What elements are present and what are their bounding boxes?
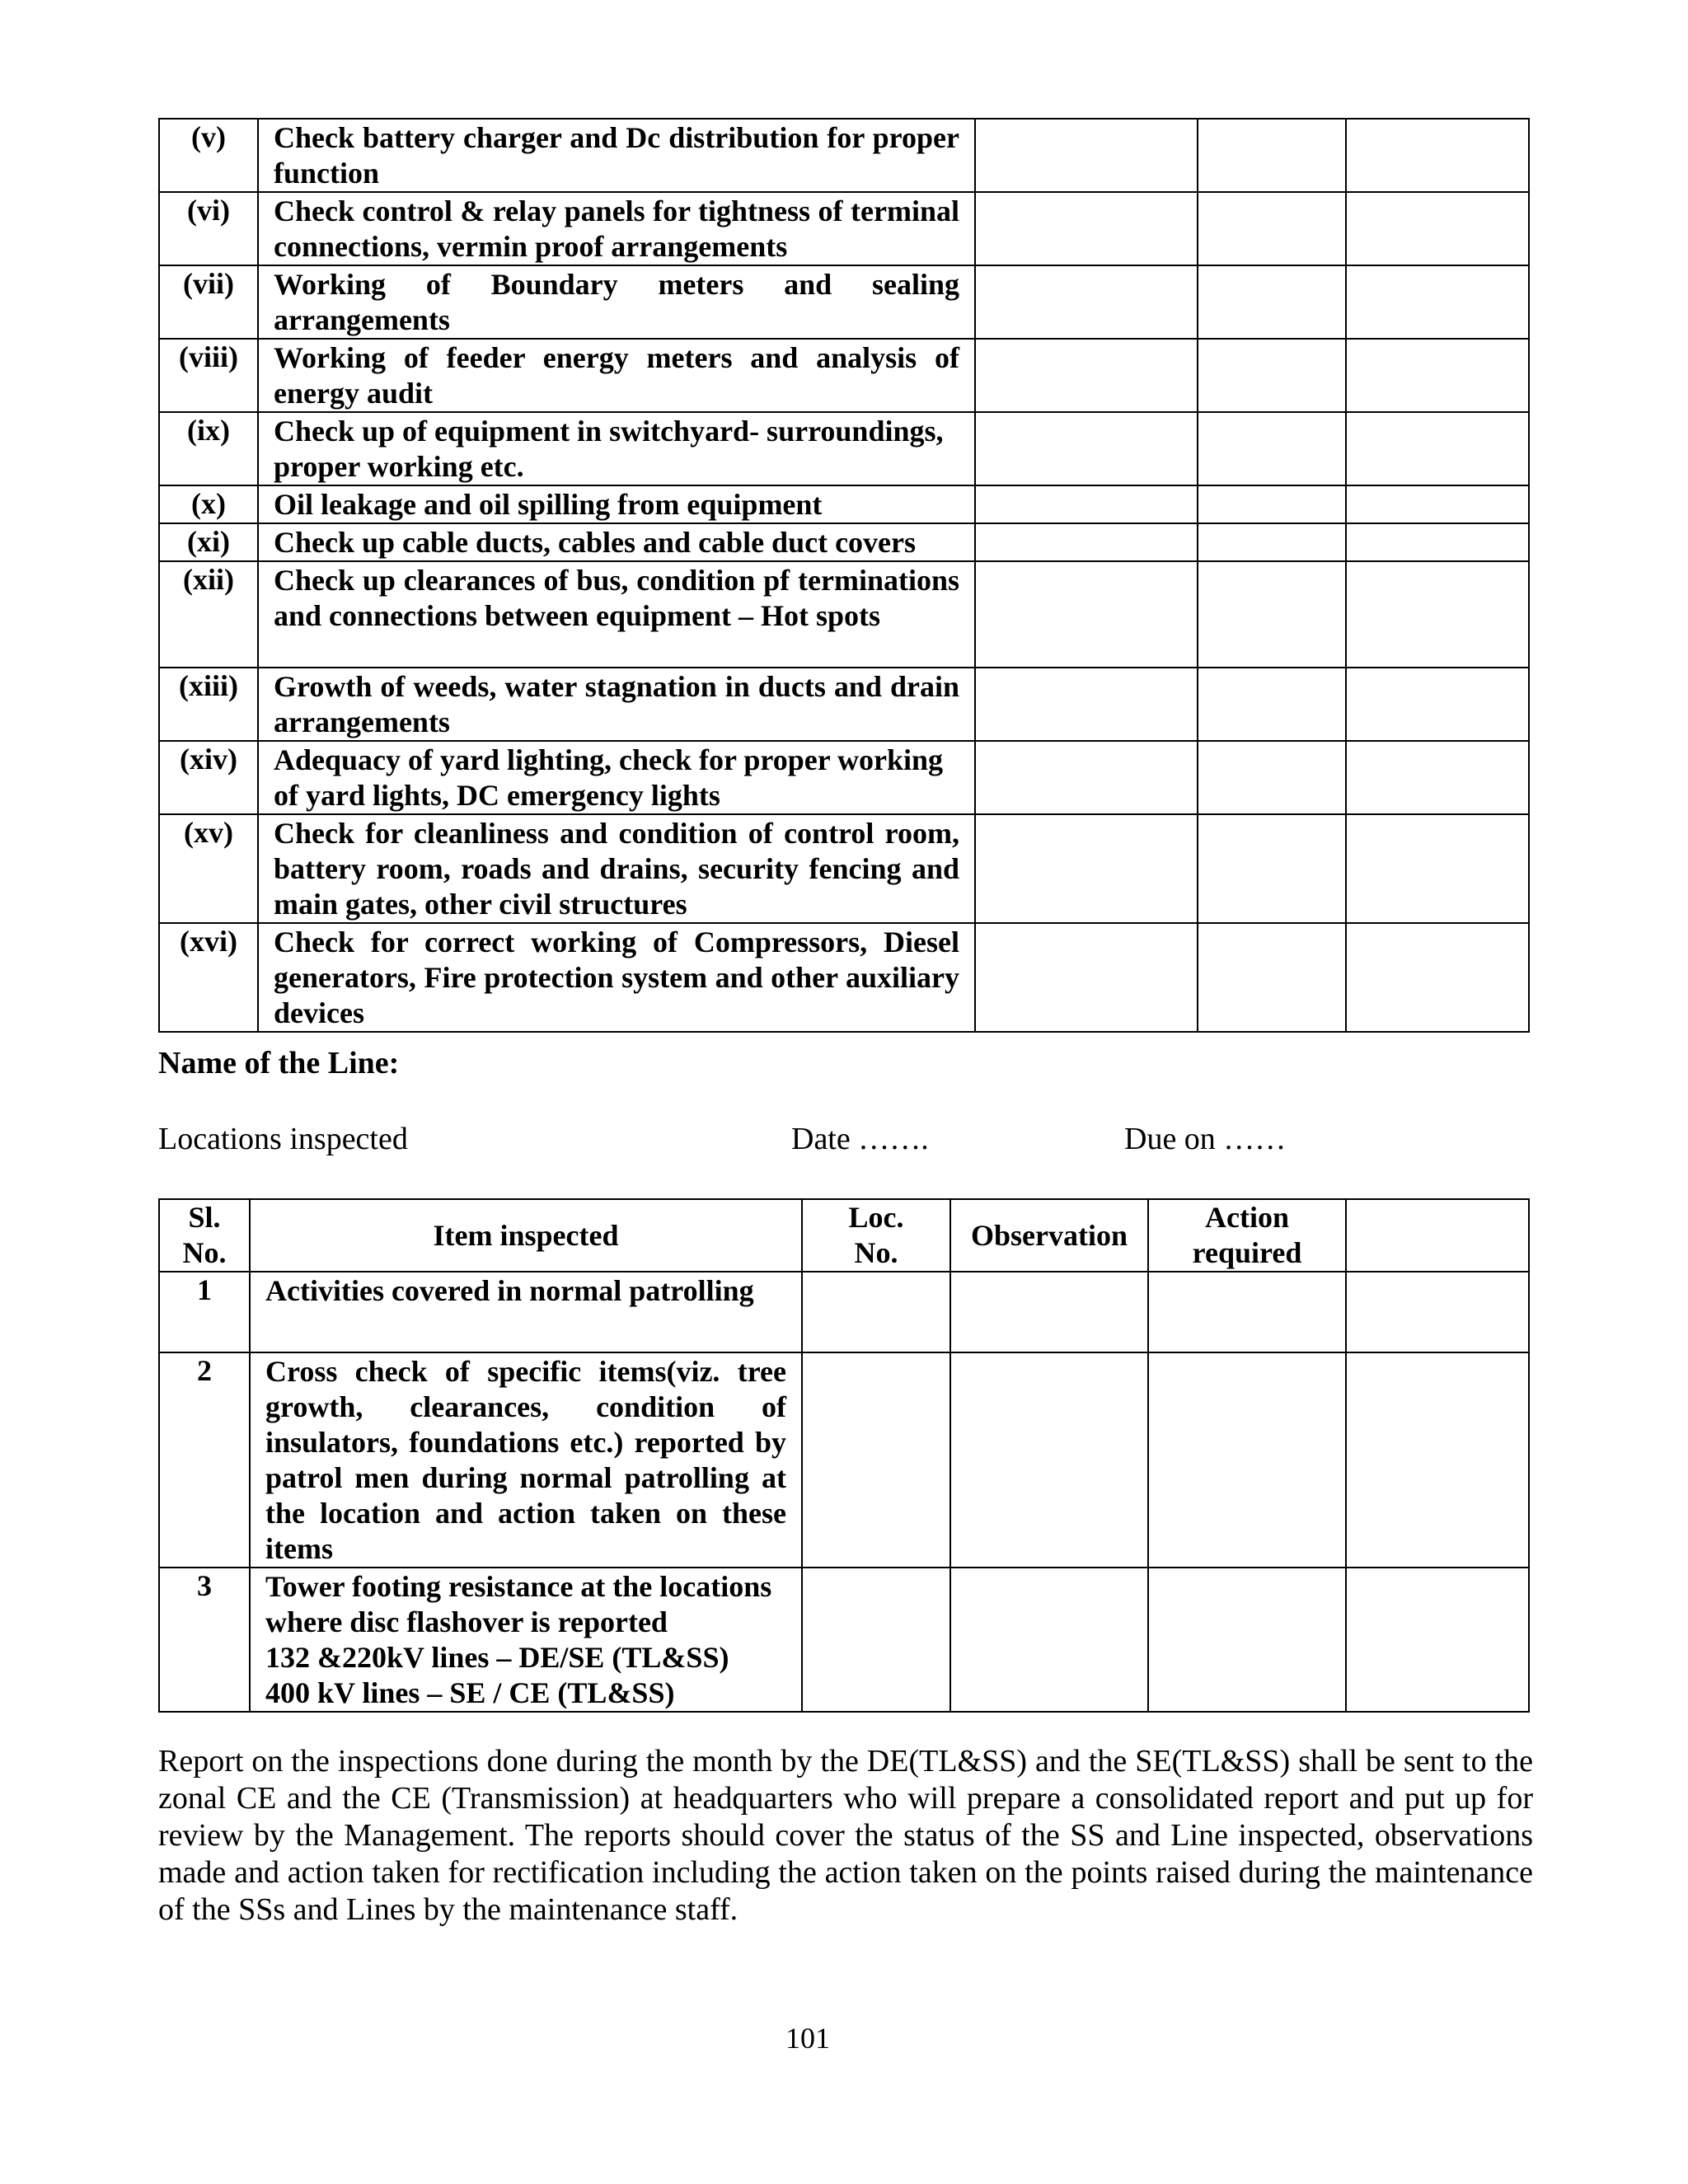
empty-cell: [975, 814, 1198, 923]
table-row: [159, 265, 1529, 339]
date-label: Date …….: [791, 1122, 929, 1156]
empty-cell: [975, 265, 1198, 339]
empty-cell: [1148, 1352, 1346, 1568]
empty-cell: [1346, 1352, 1529, 1568]
empty-cell: [1346, 412, 1529, 485]
item-number: (vi): [159, 192, 258, 265]
report-paragraph: Report on the inspections done during the month by the DE(TL&SS) and the SE(TL&SS) shall be sent to the zonal CE and the CE (Transmission) at headquarters who will prepare a consolidated report and put up for review by the Management. The reports should cover the status of the SS and Line inspected, observations made and action taken for rectification including the action taken on the points raised during the maintenance of the SSs and Lines by the maintenance staff.: [158, 1744, 1533, 1927]
table-header-row: [159, 1199, 1529, 1272]
table-row: [159, 1568, 1529, 1712]
locations-inspected-label: Locations inspected: [158, 1122, 408, 1156]
table-row: [159, 192, 1529, 265]
table-row: [159, 1352, 1529, 1568]
table-row: [159, 668, 1529, 741]
empty-cell: [1198, 561, 1346, 668]
table-row: [159, 1272, 1529, 1352]
empty-cell: [1198, 339, 1346, 412]
due-on-label: Due on ……: [1124, 1122, 1287, 1156]
item-number: (xv): [159, 814, 258, 923]
empty-cell: [975, 523, 1198, 561]
table-row: [159, 923, 1529, 1032]
item-text-line: 400 kV lines – SE / CE (TL&SS): [265, 1676, 675, 1709]
empty-cell: [1346, 265, 1529, 339]
item-number: (xiii): [159, 668, 258, 741]
empty-cell: [1346, 668, 1529, 741]
empty-cell: [950, 1272, 1148, 1352]
line-inspection-table: [158, 1198, 1530, 1713]
empty-cell: [1198, 265, 1346, 339]
empty-cell: [1346, 814, 1529, 923]
observation-header: Observation: [950, 1199, 1148, 1272]
table-row: [159, 412, 1529, 485]
item-text: Check up clearances of bus, condition pf terminations and connections between equipment – Hot spots: [258, 561, 975, 668]
empty-cell: [802, 1352, 950, 1568]
substation-checklist-table: [158, 118, 1530, 1033]
empty-cell: [1346, 561, 1529, 668]
item-text: Activities covered in normal patrolling: [250, 1272, 802, 1352]
item-text: Check control & relay panels for tightness of terminal connections, vermin proof arrangements: [258, 192, 975, 265]
item-number: (x): [159, 485, 258, 523]
empty-cell: [1346, 1272, 1529, 1352]
item-number: (xvi): [159, 923, 258, 1032]
item-text: Check up of equipment in switchyard- surroundings, proper working etc.: [258, 412, 975, 485]
empty-cell: [1148, 1272, 1346, 1352]
item-text: Check for cleanliness and condition of control room, battery room, roads and drains, security fencing and main gates, other civil structures: [258, 814, 975, 923]
item-text: Adequacy of yard lighting, check for proper working of yard lights, DC emergency lights: [258, 741, 975, 814]
loc-no-header: Loc. No.: [802, 1199, 950, 1272]
item-text-line: Tower footing resistance at the locations where disc flashover is reported: [265, 1570, 772, 1638]
empty-cell: [1346, 339, 1529, 412]
empty-cell: [802, 1568, 950, 1712]
item-text: Oil leakage and oil spilling from equipment: [258, 485, 975, 523]
empty-cell: [950, 1568, 1148, 1712]
item-text: Check for correct working of Compressors, Diesel generators, Fire protection system and other auxiliary devices: [258, 923, 975, 1032]
row-number: 2: [159, 1352, 250, 1568]
empty-cell: [802, 1272, 950, 1352]
item-number: (ix): [159, 412, 258, 485]
sl-no-header: Sl. No.: [159, 1199, 250, 1272]
item-number: (viii): [159, 339, 258, 412]
empty-cell: [975, 561, 1198, 668]
empty-cell: [1198, 119, 1346, 192]
item-number: (xii): [159, 561, 258, 668]
line-section-heading: Name of the Line:: [158, 1046, 400, 1080]
empty-cell: [975, 923, 1198, 1032]
empty-cell: [1198, 192, 1346, 265]
empty-cell: [1198, 412, 1346, 485]
empty-cell: [975, 192, 1198, 265]
empty-cell: [950, 1352, 1148, 1568]
item-text: Check up cable ducts, cables and cable duct covers: [258, 523, 975, 561]
item-text: Cross check of specific items(viz. tree growth, clearances, condition of insulators, foundations etc.) reported by patrol men during normal patrolling at the location and action taken on these items: [250, 1352, 802, 1568]
empty-cell: [1346, 741, 1529, 814]
table-row: [159, 523, 1529, 561]
item-number: (v): [159, 119, 258, 192]
action-required-header: Action required: [1148, 1199, 1346, 1272]
empty-cell: [1198, 741, 1346, 814]
item-text: Working of Boundary meters and sealing arrangements: [258, 265, 975, 339]
empty-header: [1346, 1199, 1529, 1272]
empty-cell: [1346, 923, 1529, 1032]
empty-cell: [1148, 1568, 1346, 1712]
empty-cell: [1198, 485, 1346, 523]
empty-cell: [1198, 923, 1346, 1032]
item-number: (xiv): [159, 741, 258, 814]
empty-cell: [975, 119, 1198, 192]
empty-cell: [975, 412, 1198, 485]
empty-cell: [975, 339, 1198, 412]
table-row: [159, 485, 1529, 523]
empty-cell: [975, 485, 1198, 523]
empty-cell: [1346, 523, 1529, 561]
empty-cell: [1198, 668, 1346, 741]
row-number: 3: [159, 1568, 250, 1712]
item-number: (vii): [159, 265, 258, 339]
item-number: (xi): [159, 523, 258, 561]
item-text: Working of feeder energy meters and analysis of energy audit: [258, 339, 975, 412]
empty-cell: [1198, 814, 1346, 923]
empty-cell: [1346, 192, 1529, 265]
table-row: [159, 814, 1529, 923]
item-text: Check battery charger and Dc distribution for proper function: [258, 119, 975, 192]
item-text: Growth of weeds, water stagnation in ducts and drain arrangements: [258, 668, 975, 741]
page-number: 101: [785, 2022, 830, 2055]
item-text-line: 132 &220kV lines – DE/SE (TL&SS): [265, 1641, 729, 1674]
empty-cell: [975, 668, 1198, 741]
table-row: [159, 561, 1529, 668]
empty-cell: [975, 741, 1198, 814]
empty-cell: [1346, 485, 1529, 523]
table-row: [159, 741, 1529, 814]
empty-cell: [1346, 1568, 1529, 1712]
item-inspected-header: Item inspected: [250, 1199, 802, 1272]
empty-cell: [1346, 119, 1529, 192]
table-row: [159, 339, 1529, 412]
row-number: 1: [159, 1272, 250, 1352]
item-text: [250, 1568, 802, 1712]
table-row: [159, 119, 1529, 192]
empty-cell: [1198, 523, 1346, 561]
